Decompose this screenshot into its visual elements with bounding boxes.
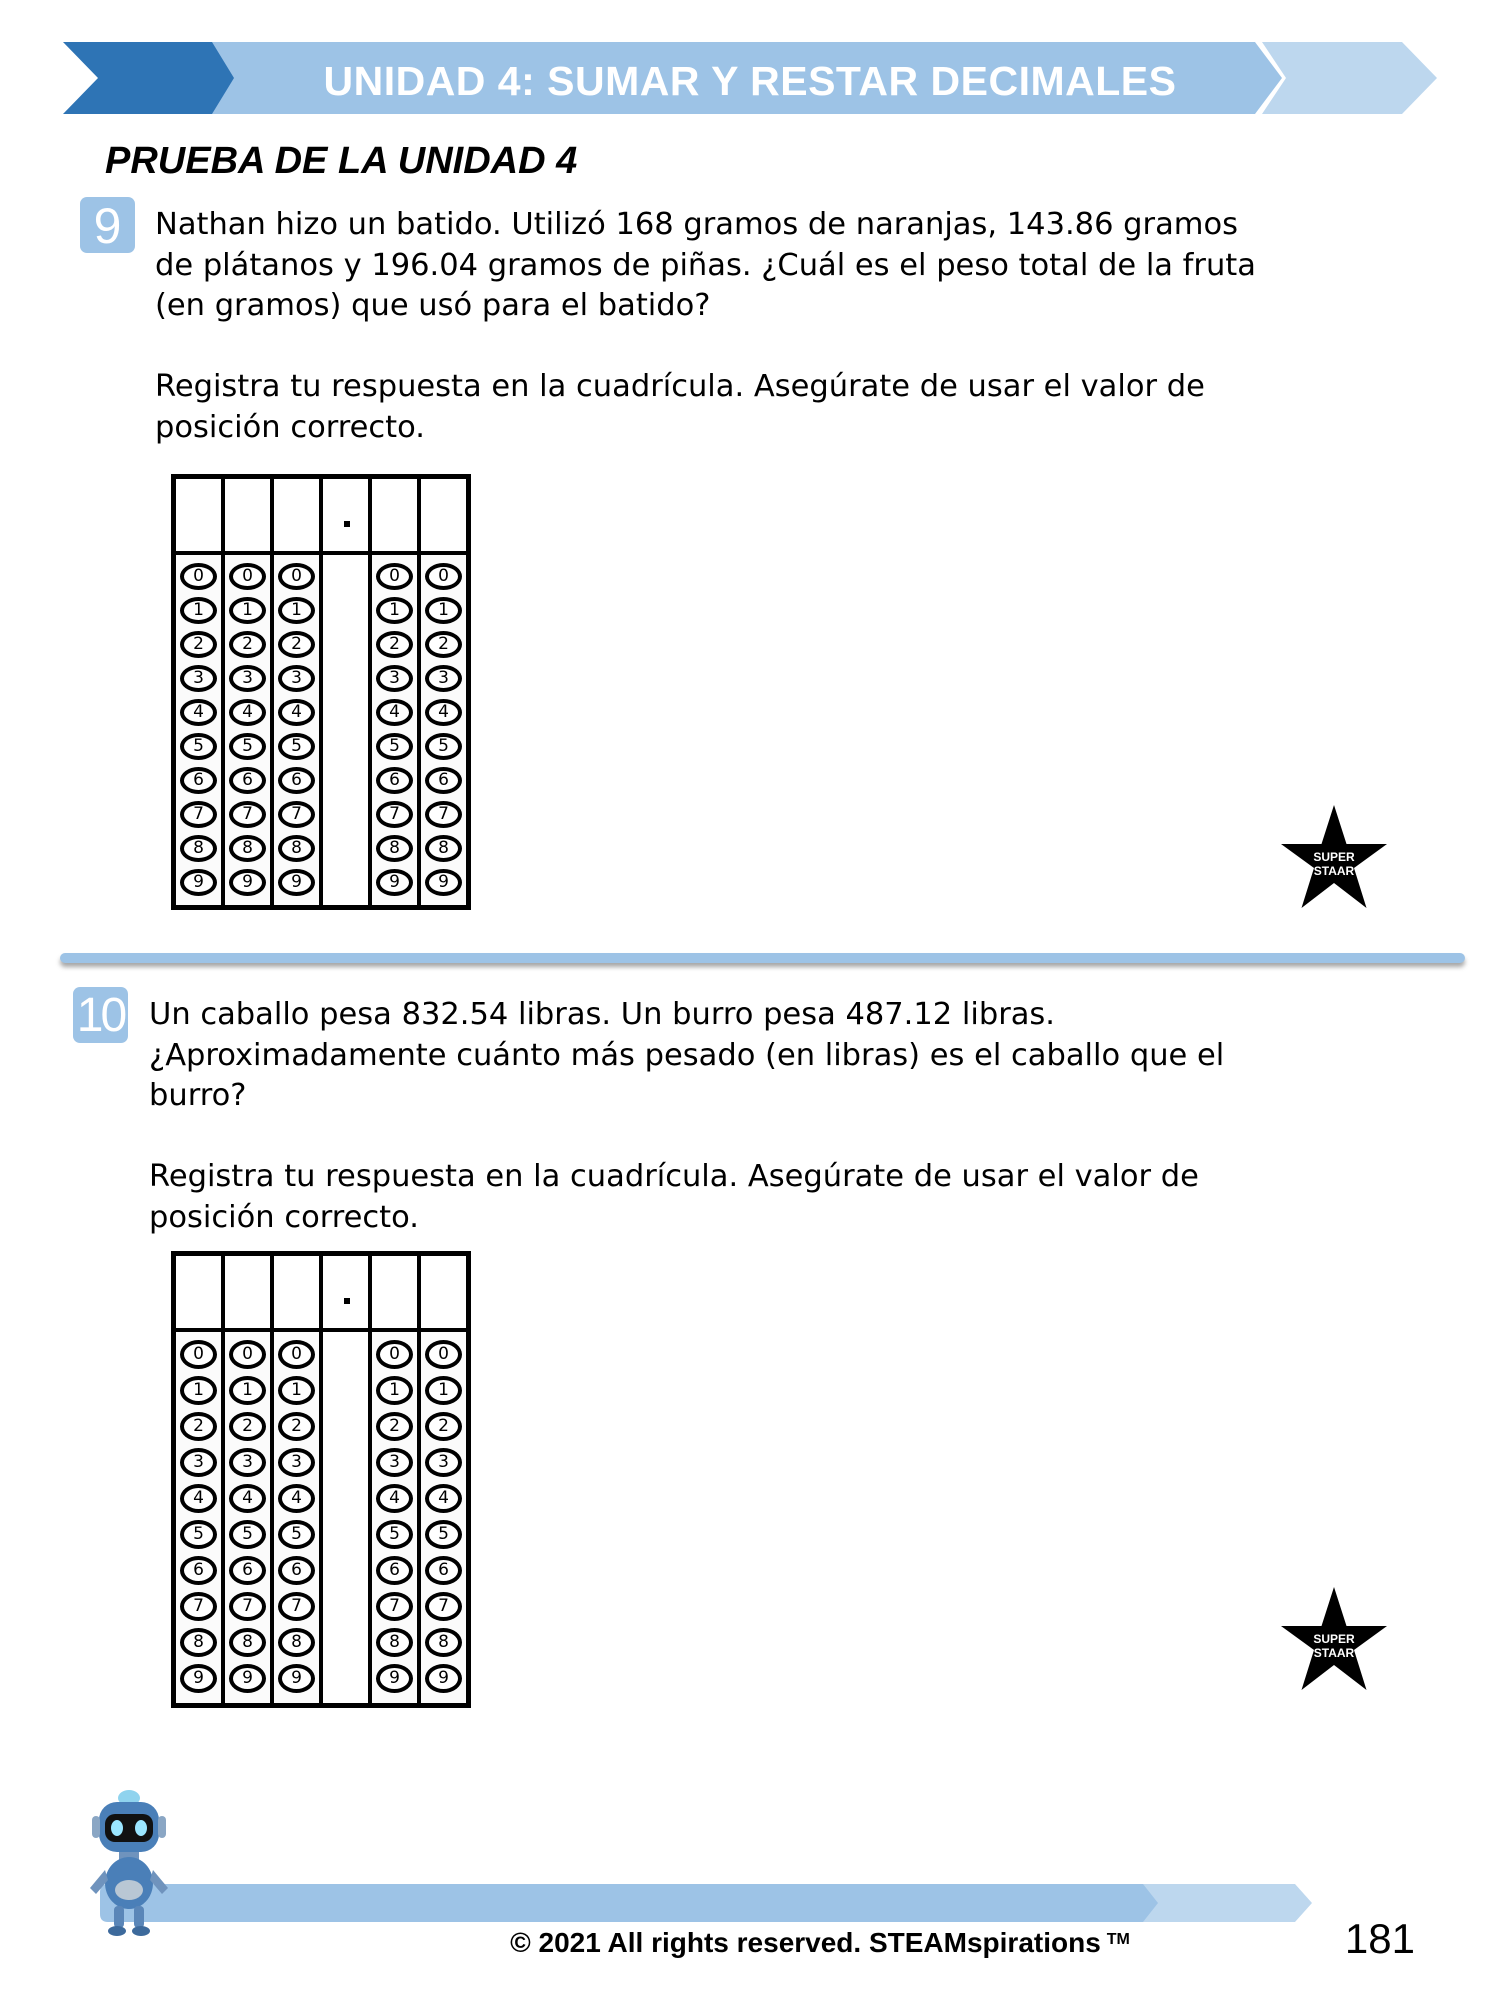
bubble-list bbox=[323, 1332, 368, 1703]
copyright-text: © 2021 All rights reserved. STEAMspirations bbox=[510, 1927, 1101, 1958]
digit-bubble[interactable]: 2 bbox=[229, 631, 266, 658]
digit-bubble[interactable]: 2 bbox=[229, 1412, 266, 1441]
star-label bbox=[1279, 850, 1389, 878]
digit-bubble[interactable]: 6 bbox=[180, 1556, 217, 1585]
digit-bubble[interactable]: 2 bbox=[425, 1412, 462, 1441]
digit-bubble[interactable]: 4 bbox=[180, 699, 217, 726]
digit-column bbox=[417, 1256, 466, 1703]
digit-bubble[interactable]: 8 bbox=[278, 835, 315, 862]
digit-bubble[interactable]: 8 bbox=[229, 1628, 266, 1657]
digit-bubble[interactable]: 9 bbox=[229, 869, 266, 896]
digit-bubble[interactable]: 6 bbox=[425, 767, 462, 794]
digit-bubble[interactable]: 3 bbox=[425, 1448, 462, 1477]
bubble-list bbox=[421, 1332, 466, 1703]
bubble-list bbox=[176, 555, 221, 905]
digit-bubble[interactable]: 6 bbox=[278, 767, 315, 794]
answer-entry-box[interactable] bbox=[421, 1256, 466, 1332]
question-text-line: (en gramos) que usó para el batido? bbox=[155, 288, 711, 323]
digit-bubble[interactable]: 8 bbox=[425, 835, 462, 862]
digit-bubble[interactable]: 8 bbox=[180, 835, 217, 862]
digit-bubble[interactable]: 9 bbox=[278, 1664, 315, 1693]
digit-bubble[interactable]: 0 bbox=[229, 563, 266, 590]
digit-bubble[interactable]: 9 bbox=[376, 869, 413, 896]
digit-bubble[interactable]: 0 bbox=[278, 1340, 315, 1369]
digit-bubble[interactable]: 2 bbox=[278, 1412, 315, 1441]
digit-column bbox=[221, 479, 270, 905]
digit-bubble[interactable]: 8 bbox=[229, 835, 266, 862]
digit-bubble[interactable]: 4 bbox=[425, 699, 462, 726]
question-9-instructions bbox=[155, 367, 1205, 448]
digit-bubble[interactable]: 1 bbox=[229, 597, 266, 624]
digit-bubble[interactable]: 5 bbox=[229, 733, 266, 760]
digit-bubble[interactable]: 4 bbox=[229, 699, 266, 726]
digit-bubble[interactable]: 8 bbox=[376, 1628, 413, 1657]
digit-bubble[interactable]: 9 bbox=[425, 1664, 462, 1693]
digit-bubble[interactable]: 0 bbox=[180, 563, 217, 590]
digit-bubble[interactable]: 1 bbox=[278, 1376, 315, 1405]
digit-bubble[interactable]: 1 bbox=[425, 597, 462, 624]
digit-bubble[interactable]: 7 bbox=[180, 1592, 217, 1621]
digit-bubble[interactable]: 6 bbox=[376, 1556, 413, 1585]
digit-bubble[interactable]: 0 bbox=[180, 1340, 217, 1369]
digit-bubble[interactable]: 1 bbox=[229, 1376, 266, 1405]
banner-chevron-light bbox=[1262, 42, 1437, 114]
digit-bubble[interactable]: 7 bbox=[425, 1592, 462, 1621]
digit-bubble[interactable]: 7 bbox=[180, 801, 217, 828]
digit-bubble[interactable]: 6 bbox=[425, 1556, 462, 1585]
instruction-line: Registra tu respuesta en la cuadrícula. Asegúrate de usar el valor de bbox=[155, 369, 1205, 404]
super-staar-star bbox=[1279, 1587, 1389, 1693]
digit-column bbox=[270, 1256, 319, 1703]
digit-bubble[interactable]: 7 bbox=[229, 801, 266, 828]
digit-bubble[interactable]: 1 bbox=[425, 1376, 462, 1405]
digit-bubble[interactable]: 5 bbox=[180, 733, 217, 760]
bubble-list bbox=[421, 555, 466, 905]
digit-bubble[interactable]: 3 bbox=[425, 665, 462, 692]
question-text-line: Nathan hizo un batido. Utilizó 168 gramos de naranjas, 143.86 gramos bbox=[155, 207, 1239, 242]
star-label-line2: STAAR bbox=[1313, 1646, 1355, 1660]
digit-bubble[interactable]: 3 bbox=[180, 1448, 217, 1477]
digit-bubble[interactable]: 6 bbox=[229, 1556, 266, 1585]
question-10-text bbox=[149, 995, 1224, 1117]
digit-column bbox=[368, 1256, 417, 1703]
digit-column bbox=[221, 1256, 270, 1703]
digit-bubble[interactable]: 6 bbox=[229, 767, 266, 794]
digit-bubble[interactable]: 4 bbox=[425, 1484, 462, 1513]
digit-bubble[interactable]: 0 bbox=[425, 1340, 462, 1369]
instruction-line: posición correcto. bbox=[155, 409, 425, 445]
digit-bubble[interactable]: 0 bbox=[229, 1340, 266, 1369]
robot-mascot-icon bbox=[84, 1788, 174, 1936]
decimal-point bbox=[344, 521, 350, 527]
digit-bubble[interactable]: 4 bbox=[376, 699, 413, 726]
digit-bubble[interactable]: 4 bbox=[278, 699, 315, 726]
digit-bubble[interactable]: 0 bbox=[425, 563, 462, 590]
digit-bubble[interactable]: 7 bbox=[376, 801, 413, 828]
question-text-line: Un caballo pesa 832.54 libras. Un burro pesa 487.12 libras. bbox=[149, 997, 1056, 1032]
answer-entry-box[interactable] bbox=[274, 479, 319, 555]
question-10-instructions bbox=[149, 1157, 1199, 1238]
instruction-line: posición correcto. bbox=[149, 1199, 419, 1235]
footer-bar bbox=[100, 1884, 1315, 1922]
bubble-list bbox=[372, 1332, 417, 1703]
digit-bubble[interactable]: 2 bbox=[278, 631, 315, 658]
digit-bubble[interactable]: 8 bbox=[278, 1628, 315, 1657]
digit-bubble[interactable]: 3 bbox=[229, 1448, 266, 1477]
digit-bubble[interactable]: 2 bbox=[180, 631, 217, 658]
decimal-point-cell bbox=[323, 479, 368, 555]
instruction-line: Registra tu respuesta en la cuadrícula. Asegúrate de usar el valor de bbox=[149, 1159, 1199, 1194]
digit-bubble[interactable]: 1 bbox=[376, 597, 413, 624]
decimal-point-column bbox=[319, 1256, 368, 1703]
digit-bubble[interactable]: 9 bbox=[425, 869, 462, 896]
digit-column bbox=[270, 479, 319, 905]
bubble-list bbox=[323, 555, 368, 905]
digit-bubble[interactable]: 2 bbox=[180, 1412, 217, 1441]
digit-bubble[interactable]: 7 bbox=[278, 1592, 315, 1621]
question-number-badge: 10 bbox=[73, 987, 128, 1043]
digit-bubble[interactable]: 2 bbox=[425, 631, 462, 658]
bubble-list bbox=[372, 555, 417, 905]
digit-bubble[interactable]: 0 bbox=[278, 563, 315, 590]
digit-bubble[interactable]: 5 bbox=[278, 1520, 315, 1549]
page-number: 181 bbox=[1344, 1915, 1415, 1962]
digit-column bbox=[176, 1256, 221, 1703]
digit-bubble[interactable]: 1 bbox=[180, 597, 217, 624]
digit-bubble[interactable]: 5 bbox=[376, 733, 413, 760]
answer-entry-box[interactable] bbox=[372, 1256, 417, 1332]
digit-bubble[interactable]: 3 bbox=[180, 665, 217, 692]
decimal-point-column bbox=[319, 479, 368, 905]
decimal-point bbox=[344, 1298, 350, 1304]
digit-bubble[interactable]: 6 bbox=[376, 767, 413, 794]
digit-bubble[interactable]: 5 bbox=[425, 733, 462, 760]
question-text-line: de plátanos y 196.04 gramos de piñas. ¿Cuál es el peso total de la fruta bbox=[155, 247, 1256, 283]
bubble-list bbox=[274, 555, 319, 905]
digit-bubble[interactable]: 0 bbox=[376, 1340, 413, 1369]
digit-bubble[interactable]: 9 bbox=[180, 869, 217, 896]
answer-entry-box[interactable] bbox=[274, 1256, 319, 1332]
question-number-badge: 9 bbox=[80, 197, 135, 253]
bubble-list bbox=[225, 1332, 270, 1703]
digit-bubble[interactable]: 5 bbox=[278, 733, 315, 760]
banner-chevron-dark bbox=[63, 42, 240, 114]
digit-bubble[interactable]: 0 bbox=[376, 563, 413, 590]
digit-column bbox=[417, 479, 466, 905]
digit-bubble[interactable]: 9 bbox=[278, 869, 315, 896]
digit-column bbox=[368, 479, 417, 905]
digit-bubble[interactable]: 5 bbox=[425, 1520, 462, 1549]
answer-grid bbox=[171, 1251, 471, 1708]
star-label-line1: SUPER bbox=[1313, 850, 1355, 864]
digit-bubble[interactable]: 4 bbox=[278, 1484, 315, 1513]
decimal-point-cell bbox=[323, 1256, 368, 1332]
question-text-line: ¿Aproximadamente cuánto más pesado (en libras) es el caballo que el bbox=[149, 1037, 1225, 1073]
answer-entry-box[interactable] bbox=[372, 479, 417, 555]
digit-bubble[interactable]: 5 bbox=[229, 1520, 266, 1549]
digit-bubble[interactable]: 8 bbox=[180, 1628, 217, 1657]
digit-bubble[interactable]: 7 bbox=[376, 1592, 413, 1621]
digit-bubble[interactable]: 3 bbox=[278, 1448, 315, 1477]
bubble-list bbox=[176, 1332, 221, 1703]
digit-bubble[interactable]: 8 bbox=[376, 835, 413, 862]
bubble-list bbox=[225, 555, 270, 905]
digit-bubble[interactable]: 9 bbox=[229, 1664, 266, 1693]
digit-bubble[interactable]: 8 bbox=[425, 1628, 462, 1657]
digit-bubble[interactable]: 5 bbox=[180, 1520, 217, 1549]
digit-column bbox=[176, 479, 221, 905]
digit-bubble[interactable]: 2 bbox=[376, 1412, 413, 1441]
digit-bubble[interactable]: 9 bbox=[376, 1664, 413, 1693]
section-title: PRUEBA DE LA UNIDAD 4 bbox=[105, 140, 578, 182]
answer-entry-box[interactable] bbox=[176, 1256, 221, 1332]
answer-entry-box[interactable] bbox=[225, 1256, 270, 1332]
unit-title: UNIDAD 4: SUMAR Y RESTAR DECIMALES bbox=[323, 58, 1177, 104]
digit-bubble[interactable]: 1 bbox=[180, 1376, 217, 1405]
question-9-text bbox=[155, 205, 1256, 327]
answer-grid bbox=[171, 474, 471, 910]
digit-bubble[interactable]: 3 bbox=[278, 665, 315, 692]
digit-bubble[interactable]: 2 bbox=[376, 631, 413, 658]
star-label bbox=[1279, 1632, 1389, 1660]
question-text-line: burro? bbox=[149, 1078, 247, 1113]
copyright-notice bbox=[480, 1923, 1160, 1960]
digit-bubble[interactable]: 7 bbox=[425, 801, 462, 828]
answer-entry-box[interactable] bbox=[421, 479, 466, 555]
trademark-symbol: TM bbox=[1106, 1931, 1130, 1948]
digit-bubble[interactable]: 3 bbox=[376, 665, 413, 692]
digit-bubble[interactable]: 6 bbox=[278, 1556, 315, 1585]
digit-bubble[interactable]: 1 bbox=[278, 597, 315, 624]
digit-bubble[interactable]: 4 bbox=[180, 1484, 217, 1513]
digit-bubble[interactable]: 4 bbox=[229, 1484, 266, 1513]
digit-bubble[interactable]: 7 bbox=[229, 1592, 266, 1621]
answer-entry-box[interactable] bbox=[225, 479, 270, 555]
answer-entry-box[interactable] bbox=[176, 479, 221, 555]
section-divider bbox=[60, 953, 1465, 963]
digit-bubble[interactable]: 6 bbox=[180, 767, 217, 794]
digit-bubble[interactable]: 3 bbox=[229, 665, 266, 692]
digit-bubble[interactable]: 1 bbox=[376, 1376, 413, 1405]
digit-bubble[interactable]: 4 bbox=[376, 1484, 413, 1513]
super-staar-star bbox=[1279, 805, 1389, 911]
bubble-list bbox=[274, 1332, 319, 1703]
digit-bubble[interactable]: 7 bbox=[278, 801, 315, 828]
star-label-line2: STAAR bbox=[1313, 864, 1355, 878]
digit-bubble[interactable]: 3 bbox=[376, 1448, 413, 1477]
star-label-line1: SUPER bbox=[1313, 1632, 1355, 1646]
digit-bubble[interactable]: 5 bbox=[376, 1520, 413, 1549]
digit-bubble[interactable]: 9 bbox=[180, 1664, 217, 1693]
